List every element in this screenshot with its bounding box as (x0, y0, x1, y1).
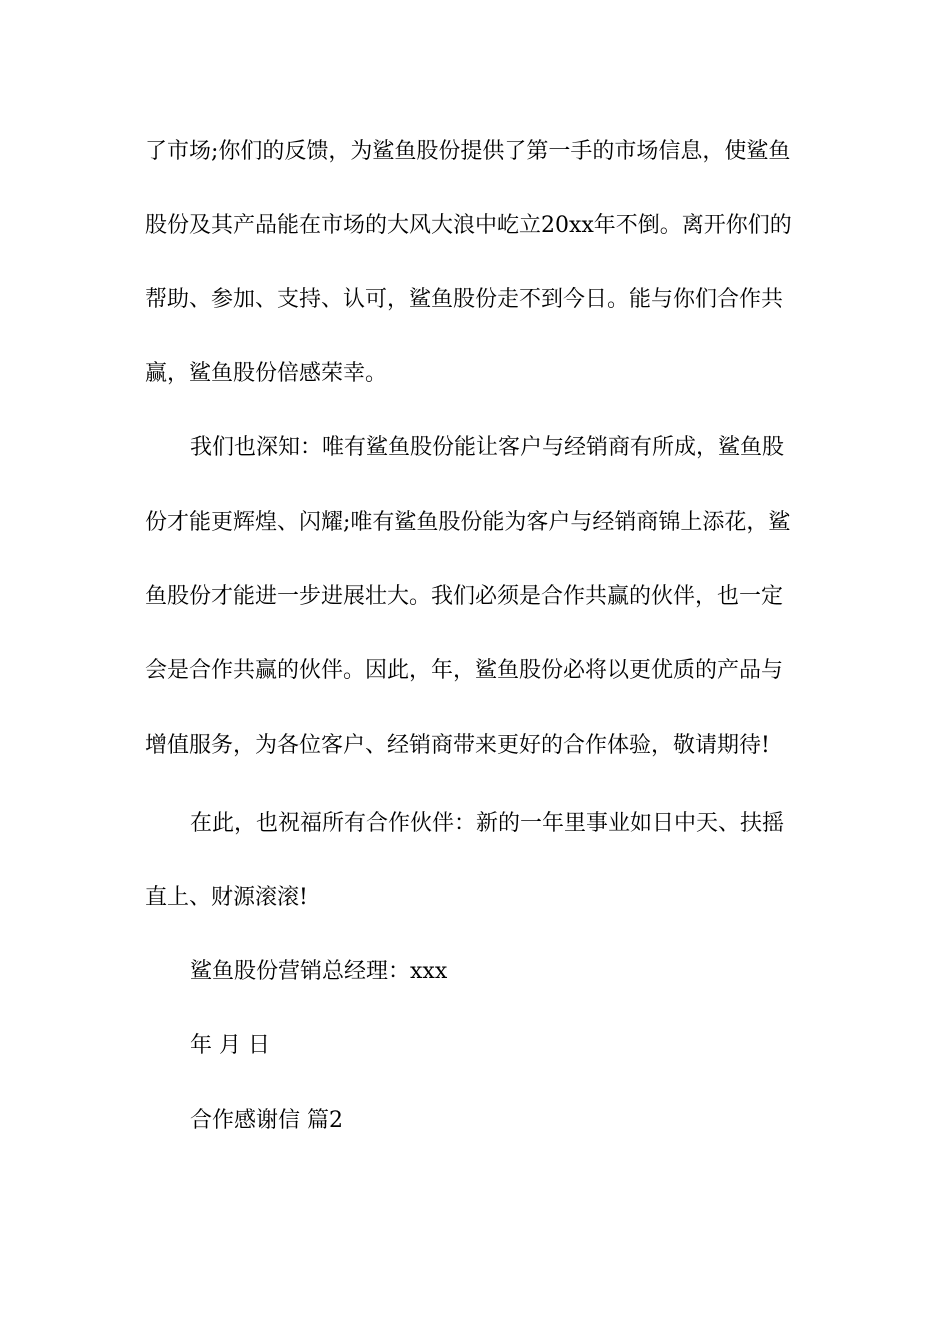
signature: 鲨鱼股份营销总经理：xxx (190, 959, 448, 984)
paragraph1-line-3: 帮助、参加、支持、认可，鲨鱼股份走不到今日。能与你们合作共 (145, 287, 784, 312)
paragraph3-line-1: 在此，也祝福所有合作伙伴：新的一年里事业如日中天、扶摇 (190, 811, 785, 836)
paragraph2-line-5: 增值服务，为各位客户、经销商带来更好的合作体验，敬请期待! (145, 733, 770, 758)
paragraph2-line-1: 我们也深知：唯有鲨鱼股份能让客户与经销商有所成，鲨鱼股 (190, 435, 785, 460)
paragraph3-line-2: 直上、财源滚滚! (145, 885, 308, 910)
section-heading: 合作感谢信 篇2 (190, 1108, 343, 1133)
paragraph1-line-2: 股份及其产品能在市场的大风大浪中屹立20xx年不倒。离开你们的 (145, 213, 792, 238)
paragraph1-line-1: 了市场;你们的反馈，为鲨鱼股份提供了第一手的市场信息，使鲨鱼 (145, 139, 791, 164)
date: 年 月 日 (190, 1033, 270, 1058)
paragraph2-line-3: 鱼股份才能进一步进展壮大。我们必须是合作共赢的伙伴，也一定 (145, 584, 784, 609)
paragraph2-line-4: 会是合作共赢的伙伴。因此，年，鲨鱼股份必将以更优质的产品与 (145, 658, 784, 683)
paragraph2-line-2: 份才能更辉煌、闪耀;唯有鲨鱼股份能为客户与经销商锦上添花，鲨 (145, 510, 791, 535)
paragraph1-line-4: 赢，鲨鱼股份倍感荣幸。 (145, 361, 388, 386)
